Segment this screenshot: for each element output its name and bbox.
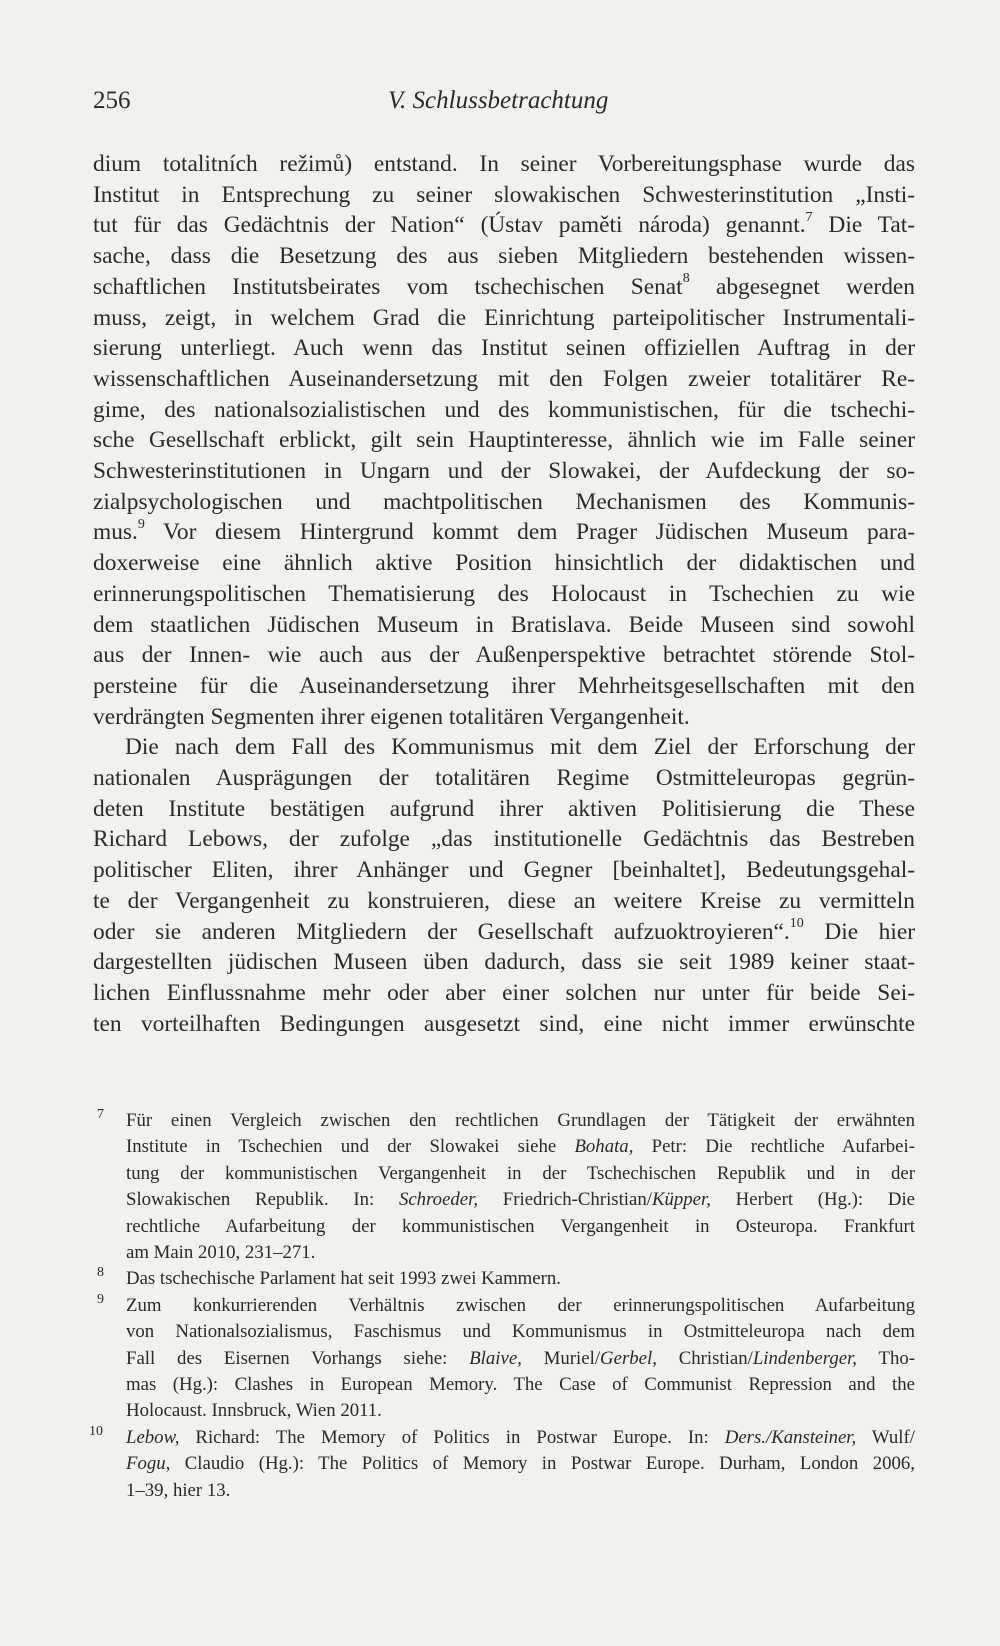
- text-line: sache, dass die Besetzung des aus sieben Mitgliedern bestehenden wissen-: [93, 243, 915, 270]
- page-number: 256: [93, 87, 131, 114]
- text-line: Richard Lebows, der zufolge „das institutionelle Gedächtnis das Bestreben: [93, 826, 915, 853]
- footnote-line: Institute in Tschechien und der Slowakei siehe Bohata, Petr: Die rechtliche Aufarbei-: [126, 1136, 915, 1158]
- footnote-number: 10: [89, 1423, 103, 1439]
- footnote-line: Für einen Vergleich zwischen den rechtlichen Grundlagen der Tätigkeit der erwähnten: [126, 1110, 915, 1131]
- text-line: verdrängten Segmenten ihrer eigenen totalitären Vergangenheit.: [93, 703, 690, 730]
- text-line: muss, zeigt, in welchem Grad die Einrichtung parteipolitischer Instrumentali-: [93, 304, 915, 331]
- footnote-line: Fogu, Claudio (Hg.): The Politics of Memory in Postwar Europe. Durham, London 2006,: [126, 1453, 915, 1475]
- footnote-line: mas (Hg.): Clashes in European Memory. The Case of Communist Repression and the: [126, 1374, 915, 1396]
- text-line: Institut in Entsprechung zu seiner slowakischen Schwesterinstitution „Insti-: [93, 181, 915, 208]
- running-head: V. Schlussbetrachtung: [388, 87, 609, 114]
- page-header: [93, 84, 913, 118]
- text-line: persteine für die Auseinandersetzung ihrer Mehrheitsgesellschaften mit den: [93, 672, 915, 699]
- text-line: zialpsychologischen und machtpolitischen Mechanismen des Kommunis-: [93, 488, 915, 515]
- text-line: Die nach dem Fall des Kommunismus mit dem Ziel der Erforschung der: [125, 734, 915, 761]
- footnote-line: am Main 2010, 231–271.: [126, 1242, 316, 1264]
- footnote-ref-7[interactable]: 7: [805, 209, 813, 225]
- footnote-line: tung der kommunistischen Vergangenheit in der Tschechischen Republik und in der: [126, 1162, 915, 1184]
- footnote-number: 9: [97, 1291, 104, 1307]
- footnote-line: Holocaust. Innsbruck, Wien 2011.: [126, 1400, 382, 1422]
- text-line: dem staatlichen Jüdischen Museum in Bratislava. Beide Museen sind sowohl: [93, 611, 915, 638]
- text-line: tut für das Gedächtnis der Nation“ (Ústav paměti národa) genannt.$^7$ Die Tat-: [93, 209, 915, 239]
- text-line: ten vorteilhaften Bedingungen ausgesetzt sind, eine nicht immer erwünschte: [93, 1010, 915, 1037]
- text-line: lichen Einflussnahme mehr oder aber einer solchen nur unter für beide Sei-: [93, 979, 915, 1006]
- text-line: politischer Eliten, ihrer Anhänger und Gegner [beinhaltet], Bedeutungsgehal-: [93, 857, 915, 884]
- text-line: dargestellten jüdischen Museen üben dadurch, dass sie seit 1989 keiner staat-: [93, 949, 915, 976]
- text-line: erinnerungspolitischen Thematisierung des Holocaust in Tschechien zu wie: [93, 580, 915, 607]
- footnote-8: [93, 1266, 915, 1292]
- footnote-7: [93, 1108, 915, 1266]
- footnote-line: 1–39, hier 13.: [126, 1479, 231, 1501]
- footnote-10: [89, 1423, 915, 1504]
- text-line: Schwesterinstitutionen in Ungarn und der Slowakei, der Aufdeckung der so-: [93, 458, 915, 485]
- footnote-line: Slowakischen Republik. In: Schroeder, Friedrich-Christian/Küpper, Herbert (Hg.): Die: [126, 1189, 915, 1211]
- text-line: te der Vergangenheit zu konstruieren, diese an weitere Kreise zu vermitteln: [93, 887, 915, 914]
- footnote-number: 8: [97, 1265, 104, 1281]
- text-line: wissenschaftlichen Auseinandersetzung mit den Folgen zweier totalitärer Re-: [93, 365, 915, 392]
- footnote-line: Lebow, Richard: The Memory of Politics in Postwar Europe. In: Ders./Kansteiner, Wulf/: [126, 1426, 915, 1448]
- footnote-ref-8[interactable]: 8: [682, 271, 690, 287]
- text-line: sierung unterliegt. Auch wenn das Institut seinen offiziellen Auftrag in der: [93, 335, 915, 362]
- body-text: [93, 149, 915, 1039]
- footnote-line: rechtliche Aufarbeitung der kommunistischen Vergangenheit in Osteuropa. Frankfurt: [126, 1215, 915, 1237]
- text-line: mus.$^9$ Vor diesem Hintergrund kommt dem Prager Jüdischen Museum para-: [93, 516, 915, 546]
- footnote-ref-9[interactable]: 9: [137, 516, 145, 532]
- footnote-line: von Nationalsozialismus, Faschismus und Kommunismus in Ostmitteleuropa nach dem: [126, 1321, 915, 1343]
- footnote-number: 7: [97, 1107, 104, 1122]
- text-line: dium totalitních režimů) entstand. In seiner Vorbereitungsphase wurde das: [93, 151, 915, 177]
- text-line: oder sie anderen Mitgliedern der Gesellschaft aufzuoktroyieren“.$^{10}$ Die hier: [93, 915, 916, 945]
- footnote-ref-10[interactable]: 10: [789, 915, 804, 931]
- text-line: gime, des nationalsozialistischen und des kommunistischen, für die tschechi-: [93, 396, 915, 423]
- text-line: nationalen Ausprägungen der totalitären Regime Ostmitteleuropas gegrün-: [93, 765, 915, 792]
- footnote-line: Fall des Eisernen Vorhangs siehe: Blaive, Muriel/Gerbel, Christian/Lindenberger, Tho-: [126, 1347, 916, 1369]
- text-line: deten Institute bestätigen aufgrund ihrer aktiven Politisierung die These: [93, 795, 915, 822]
- footnote-9: [93, 1293, 915, 1425]
- footnote-line: Das tschechische Parlament hat seit 1993 zwei Kammern.: [126, 1268, 561, 1290]
- text-line: doxerweise eine ähnlich aktive Position hinsichtlich der didaktischen und: [93, 550, 915, 577]
- text-line: sche Gesellschaft erblickt, gilt sein Hauptinteresse, ähnlich wie im Falle seiner: [93, 427, 915, 454]
- footnote-line: Zum konkurrierenden Verhältnis zwischen der erinnerungspolitischen Aufarbeitung: [126, 1294, 915, 1316]
- footnotes: [89, 1107, 916, 1504]
- text-line: aus der Innen- wie auch aus der Außenperspektive betrachtet störende Stol-: [93, 642, 915, 669]
- text-line: schaftlichen Institutsbeirates vom tschechischen Senat$^8$ abgesegnet werden: [93, 271, 915, 300]
